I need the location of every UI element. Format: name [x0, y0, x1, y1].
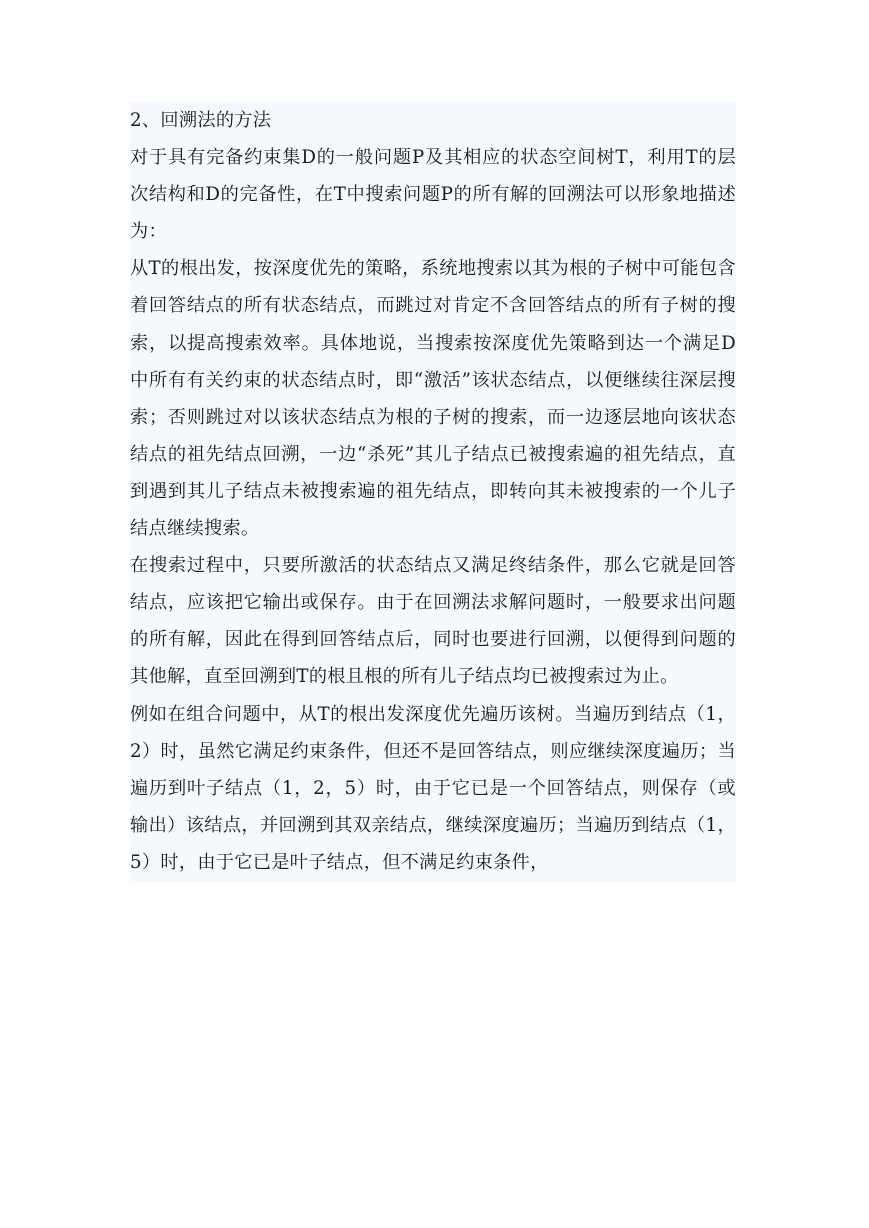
paragraph-search-strategy: 从T的根出发，按深度优先的策略，系统地搜索以其为根的子树中可能包含着回答结点的所有状态结点，而跳过对肯定不含回答结点的所有子树的搜索，以提高搜索效率。具体地说，当搜索按深度优先策略到达一个满足D中所有有关约束的状态结点时，即“激活”该状态结点，以便继续往深层搜索；否则跳过对以该状态结点为根的子树的搜索，而一边逐层地向该状态结点的祖先结点回溯，一边“杀死”其儿子结点已被搜索遍的祖先结点，直到遇到其儿子结点未被搜索遍的祖先结点，即转向其未被搜索的一个儿子结点继续搜索。: [130, 258, 736, 540]
section-heading: 2、回溯法的方法: [130, 110, 272, 131]
paragraph-definition: 对于具有完备约束集D的一般问题P及其相应的状态空间树T，利用T的层次结构和D的完备性，在T中搜索问题P的所有解的回溯法可以形象地描述为：: [130, 147, 736, 243]
paragraph-answer-nodes: 在搜索过程中，只要所激活的状态结点又满足终结条件，那么它就是回答结点，应该把它输出或保存。由于在回溯法求解问题时，一般要求出问题的所有解，因此在得到回答结点后，同时也要进行回溯，以便得到问题的其他解，直至回溯到T的根且根的所有儿子结点均已被搜索过为止。: [130, 555, 736, 688]
paragraph-example: 例如在组合问题中，从T的根出发深度优先遍历该树。当遍历到结点（1，2）时，虽然它满足约束条件，但还不是回答结点，则应继续深度遍历；当遍历到叶子结点（1，2，5）时，由于它已是一个回答结点，则保存（或输出）该结点，并回溯到其双亲结点，继续深度遍历；当遍历到结点（1，5）时，由于它已是叶子结点，但不满足约束条件，: [130, 703, 736, 873]
document-body: [130, 102, 736, 881]
